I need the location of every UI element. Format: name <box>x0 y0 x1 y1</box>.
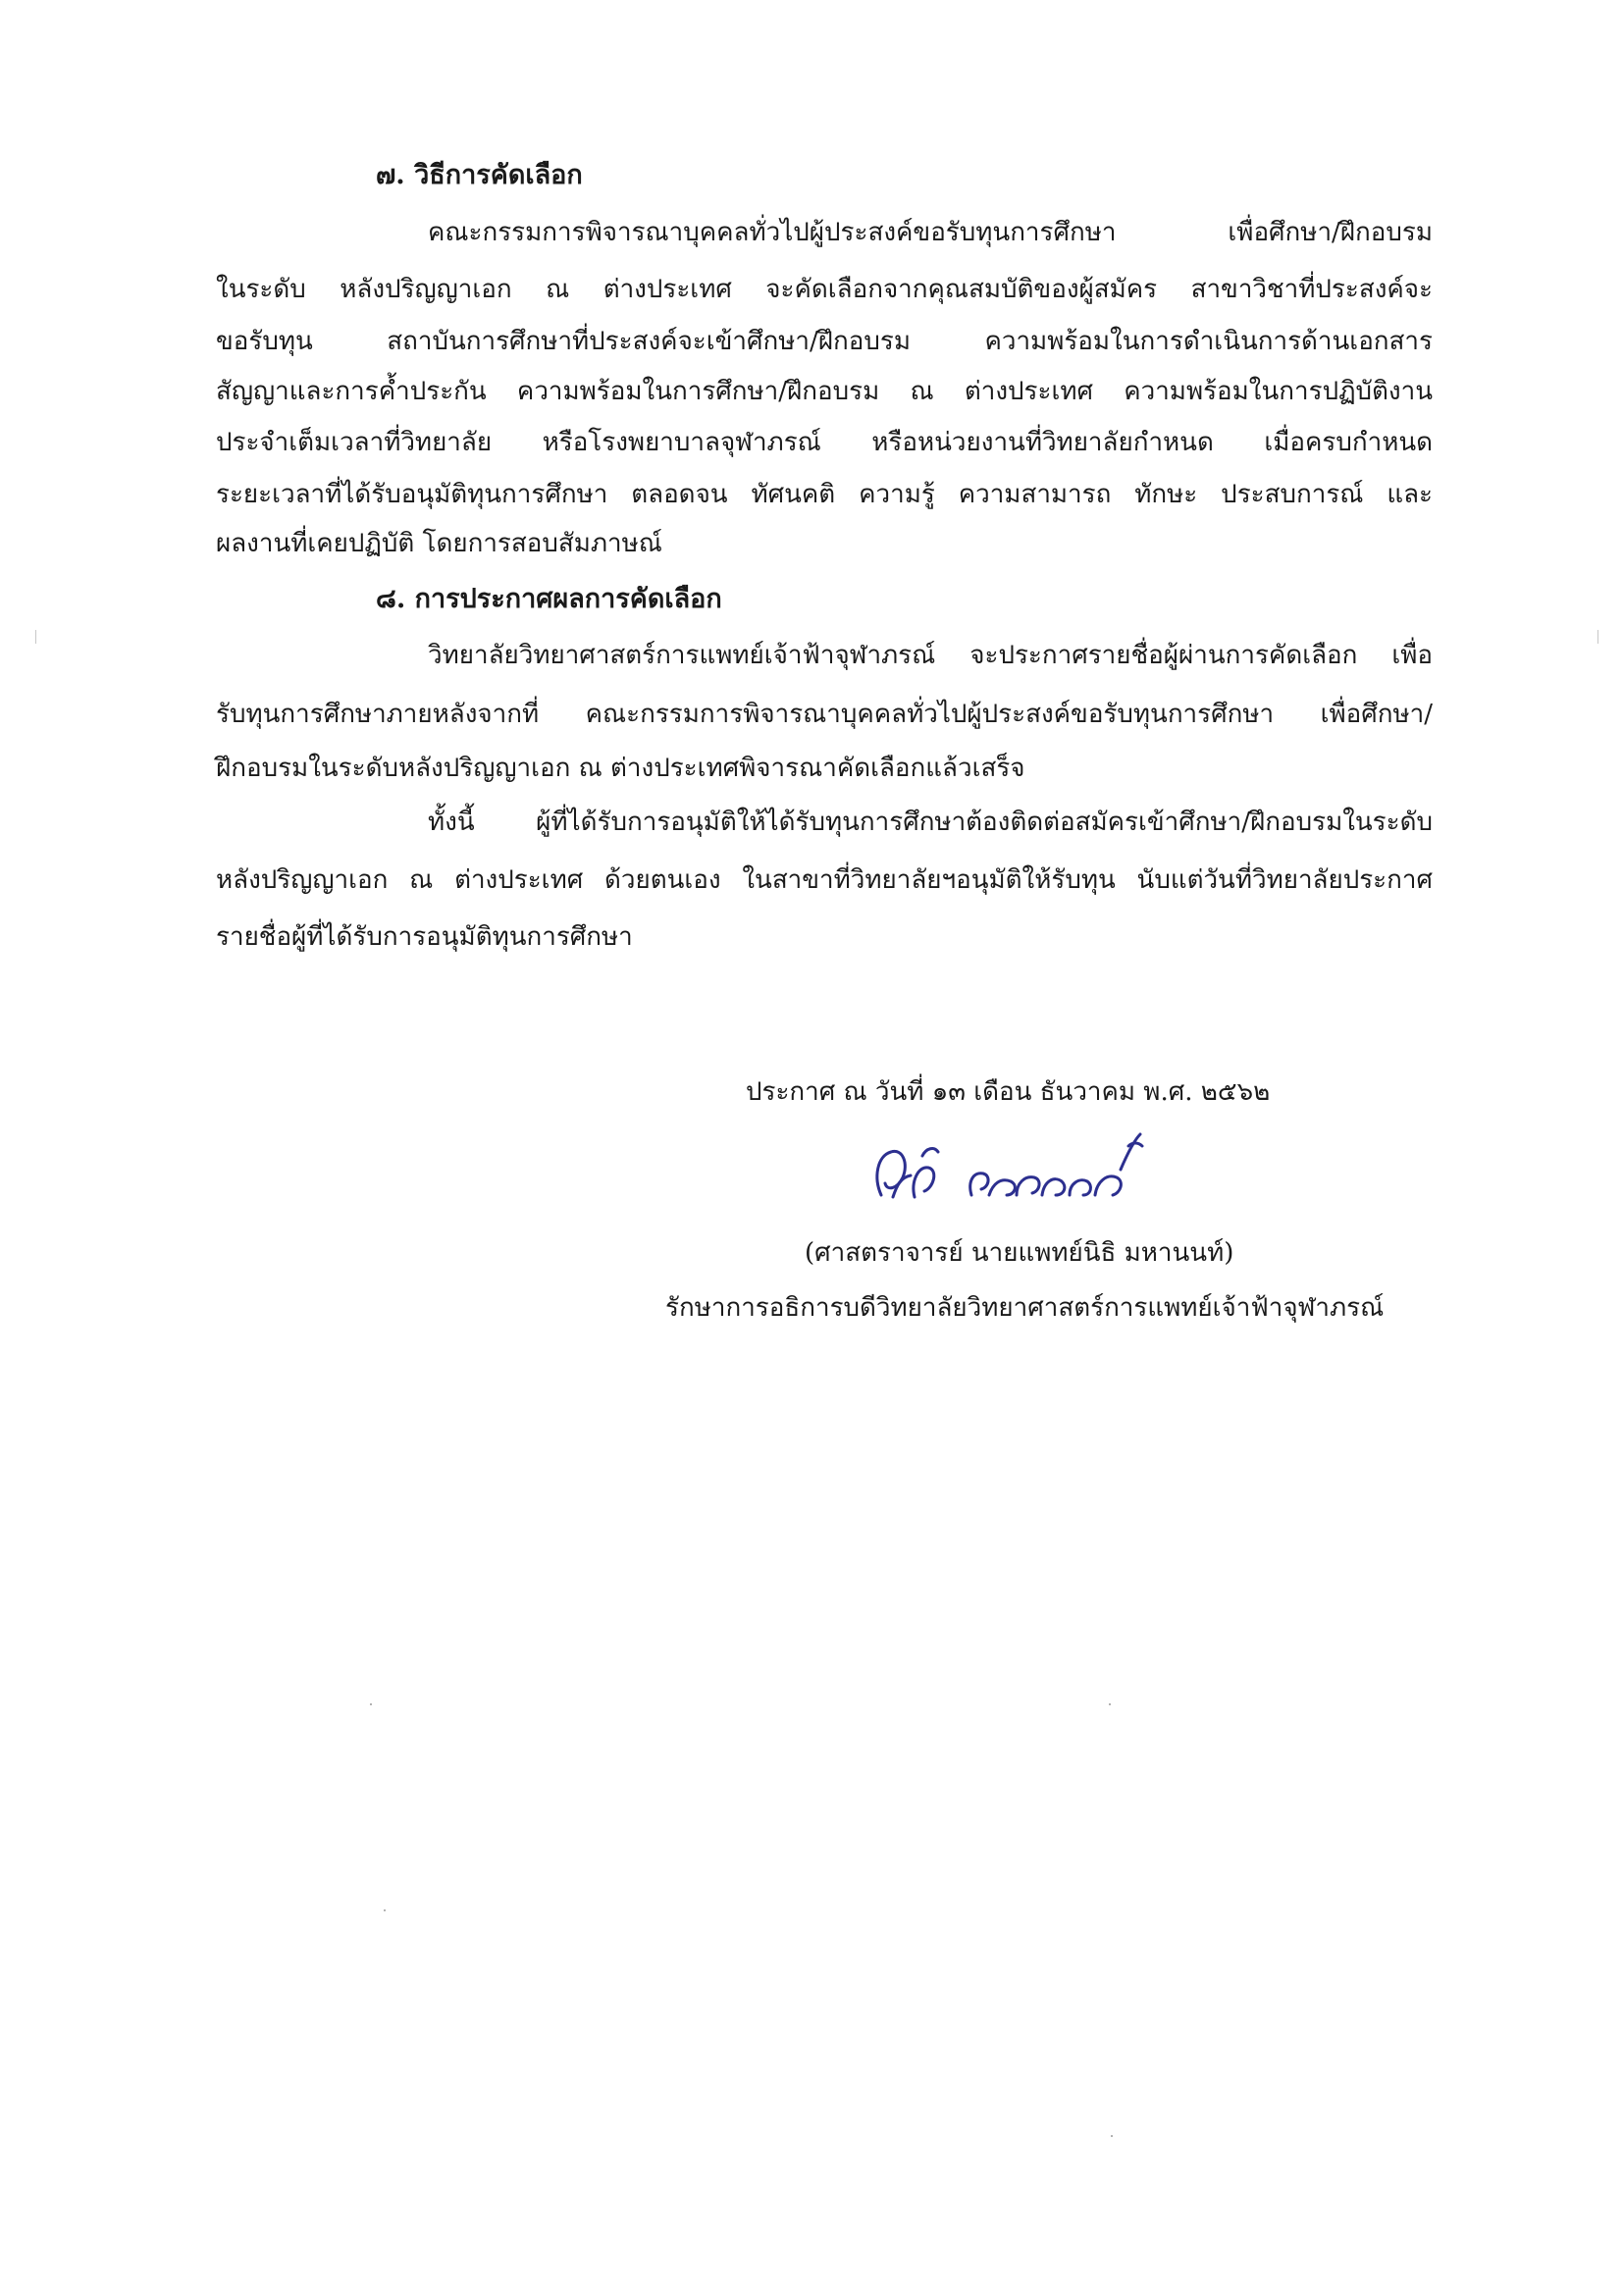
section-7-line-1: คณะกรรมการพิจารณาบุคคลทั่วไปผู้ประสงค์ขอรับทุนการศึกษา เพื่อศึกษา/ฝึกอบรม <box>428 218 1433 247</box>
section-8-para1-line-1: วิทยาลัยวิทยาศาสตร์การแพทย์เจ้าฟ้าจุฬาภรณ์ จะประกาศรายชื่อผู้ผ่านการคัดเลือก เพื่อ <box>428 641 1433 670</box>
section-7-line-2: ในระดับ หลังปริญญาเอก ณ ต่างประเทศ จะคัดเลือกจากคุณสมบัติของผู้สมัคร สาขาวิชาที่ประสงค์จะ <box>216 275 1433 304</box>
section-7-line-7: ผลงานที่เคยปฏิบัติ โดยการสอบสัมภาษณ์ <box>216 529 662 558</box>
announcement-date: ประกาศ ณ วันที่ ๑๓ เดือน ธันวาคม พ.ศ. ๒๕๖๒ <box>746 1077 1271 1107</box>
section-7-line-4: สัญญาและการค้ำประกัน ความพร้อมในการศึกษา/ฝึกอบรม ณ ต่างประเทศ ความพร้อมในการปฏิบัติงาน <box>216 377 1433 406</box>
scan-mark <box>1597 630 1598 644</box>
section-7-line-5: ประจำเต็มเวลาที่วิทยาลัย หรือโรงพยาบาลจุฬาภรณ์ หรือหน่วยงานที่วิทยาลัยกำหนด เมื่อครบกำหนด <box>216 428 1433 457</box>
section-8-para1-line-2: รับทุนการศึกษาภายหลังจากที่ คณะกรรมการพิจารณาบุคคลทั่วไปผู้ประสงค์ขอรับทุนการศึกษา เพื่อศึกษา/ <box>216 700 1433 729</box>
section-7-line-6: ระยะเวลาที่ได้รับอนุมัติทุนการศึกษา ตลอดจน ทัศนคติ ความรู้ ความสามารถ ทักษะ ประสบการณ์ และ <box>216 480 1433 509</box>
handwritten-signature <box>864 1126 1197 1213</box>
scan-speck <box>384 1909 386 1911</box>
section-7-line-3: ขอรับทุน สถาบันการศึกษาที่ประสงค์จะเข้าศึกษา/ฝึกอบรม ความพร้อมในการดำเนินการด้านเอกสาร <box>216 327 1433 356</box>
section-7-heading: ๗. วิธีการคัดเลือก <box>376 160 583 190</box>
section-8-para1-line-3: ฝึกอบรมในระดับหลังปริญญาเอก ณ ต่างประเทศพิจารณาคัดเลือกแล้วเสร็จ <box>216 754 1025 783</box>
scan-speck <box>1111 2135 1113 2137</box>
section-8-para2-line-2: หลังปริญญาเอก ณ ต่างประเทศ ด้วยตนเอง ในสาขาที่วิทยาลัยฯอนุมัติให้รับทุน นับแต่วันที่วิทยาลัยประกาศ <box>216 865 1433 895</box>
section-8-para2-line-1: ทั้งนี้ ผู้ที่ได้รับการอนุมัติให้ได้รับทุนการศึกษาต้องติดต่อสมัครเข้าศึกษา/ฝึกอบรมในระดับ <box>428 808 1433 837</box>
scan-speck <box>1109 1703 1111 1705</box>
signatory-position: รักษาการอธิการบดีวิทยาลัยวิทยาศาสตร์การแพทย์เจ้าฟ้าจุฬาภรณ์ <box>665 1293 1385 1323</box>
scan-speck <box>370 1703 372 1705</box>
section-8-heading: ๘. การประกาศผลการคัดเลือก <box>376 584 722 614</box>
scan-mark <box>35 630 36 644</box>
section-8-para2-line-3: รายชื่อผู้ที่ได้รับการอนุมัติทุนการศึกษา <box>216 922 633 952</box>
signatory-name: (ศาสตราจารย์ นายแพทย์นิธิ มหานนท์) <box>805 1238 1234 1268</box>
